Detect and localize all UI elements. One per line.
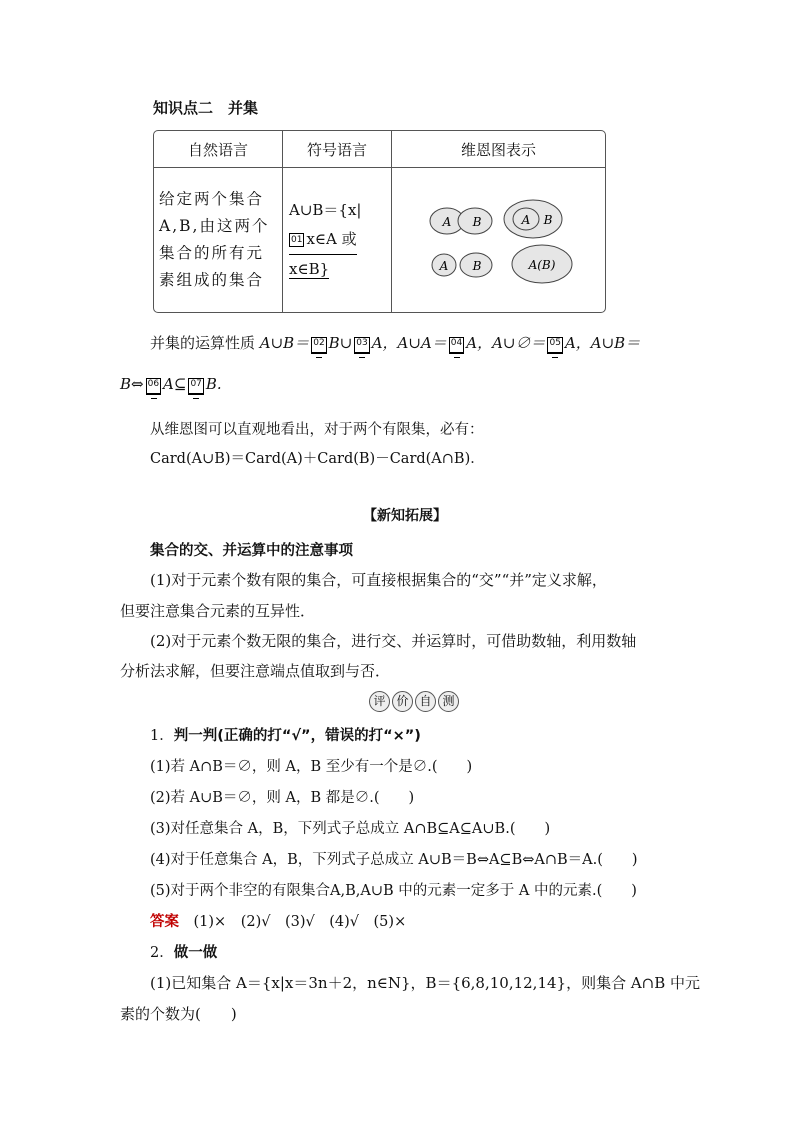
stamp-char: 自 (415, 691, 436, 712)
symbol-line-1: A∪B＝{x| (289, 201, 362, 219)
stamp-char: 测 (438, 691, 459, 712)
answer-label: 答案 (150, 914, 179, 930)
question-1-item: (4)对于任意集合 A，B，下列式子总成立 A∪B＝B⇔A⊆B⇔A∩B＝A.( ) (150, 852, 638, 868)
header-natural-language: 自然语言 (154, 131, 283, 168)
venn-label-a: A (521, 213, 531, 227)
venn-label-b: B (472, 259, 482, 273)
expansion-point-2-line-2: 分析法求解，但要注意端点值取到与否． (120, 662, 391, 680)
question-1-item: (3)对任意集合 A，B，下列式子总成立 A∩B⊆A⊆A∪B.( ) (150, 821, 551, 837)
stamp-char: 评 (369, 691, 390, 712)
venn-subset (504, 200, 562, 238)
venn-label-equal: A(B) (528, 258, 556, 272)
blank-tag-04: 04 (449, 337, 464, 354)
venn-label-a: A (442, 215, 452, 229)
venn-equal (512, 245, 572, 283)
answer-line (150, 910, 406, 931)
expansion-subtitle: 集合的交、并运算中的注意事项 (150, 543, 353, 559)
blank-tag-07: 07 (188, 378, 203, 395)
question-2-title: 2．做一做 (150, 945, 218, 961)
blank-tag-01: 01 (291, 235, 303, 245)
self-assessment-stamp (369, 691, 459, 712)
question-1-item: (1)若 A∩B＝∅，则 A，B 至少有一个是∅.( ) (150, 759, 473, 775)
blank-tag-05: 05 (547, 337, 562, 354)
union-properties-line-2: B⇔ 06 A⊆ 07 B. (120, 375, 222, 393)
venn-label-a: A (439, 259, 449, 273)
card-formula: Card(A∪B)＝Card(A)＋Card(B)－Card(A∩B)． (150, 451, 485, 467)
question-2-line-2: 素的个数为( ) (120, 1005, 237, 1023)
venn-label-b: B (543, 213, 553, 227)
expansion-point-1-line-2: 但要注意集合元素的互异性． (120, 602, 316, 620)
question-2-line-1: (1)已知集合 A＝{x|x＝3n＋2，n∈N}，B＝{6,8,10,12,14}，则集合 A∩B 中元 (150, 974, 701, 992)
expansion-point-1-line-1: (1)对于元素个数有限的集合，可直接根据集合的“交”“并”定义求解， (150, 571, 607, 589)
question-1-item: (5)对于两个非空的有限集合A,B,A∪B 中的元素一定多于 A 中的元素.( ) (150, 883, 637, 899)
union-properties-line-1: 并集的运算性质 A∪B＝ 02 B∪ 03 A，A∪A＝ 04 A，A∪∅＝ 05 A，A∪B＝ (150, 334, 641, 352)
expansion-point-2-line-1: (2)对于元素个数无限的集合，进行交、并运算时，可借助数轴，利用数轴 (150, 632, 637, 650)
answer-text: (1)× (2)√ (3)√ (4)√ (5)× (179, 914, 407, 930)
venn-observation: 从维恩图可以直观地看出，对于两个有限集，必有： (150, 422, 484, 438)
section-heading: 知识点二 并集 (153, 99, 259, 117)
symbol-language-cell (283, 168, 392, 312)
venn-diagram-cell (392, 168, 605, 312)
stamp-char: 价 (392, 691, 413, 712)
venn-label-b: B (472, 215, 482, 229)
natural-language-cell: 给定两个集合A,B,由这两个集合的所有元素组成的集合 (154, 168, 283, 312)
blank-tag-06: 06 (146, 378, 161, 395)
blank-tag-03: 03 (354, 337, 369, 354)
venn-diagrams (392, 168, 604, 308)
union-table (153, 130, 606, 313)
expansion-title: 【新知拓展】 (363, 508, 447, 524)
question-1-item: (2)若 A∪B＝∅，则 A，B 都是∅.( ) (150, 790, 415, 806)
venn-overlap (430, 208, 492, 234)
symbol-line-2: x∈A 或 (306, 230, 357, 248)
symbol-line-3: x∈B} (289, 260, 330, 278)
header-symbol-language: 符号语言 (283, 131, 392, 168)
blank-tag-02: 02 (311, 337, 326, 354)
header-venn-diagram: 维恩图表示 (392, 131, 605, 168)
venn-disjoint (432, 253, 492, 277)
question-1-title: 1．判一判(正确的打“√”，错误的打“×”) (150, 728, 421, 744)
